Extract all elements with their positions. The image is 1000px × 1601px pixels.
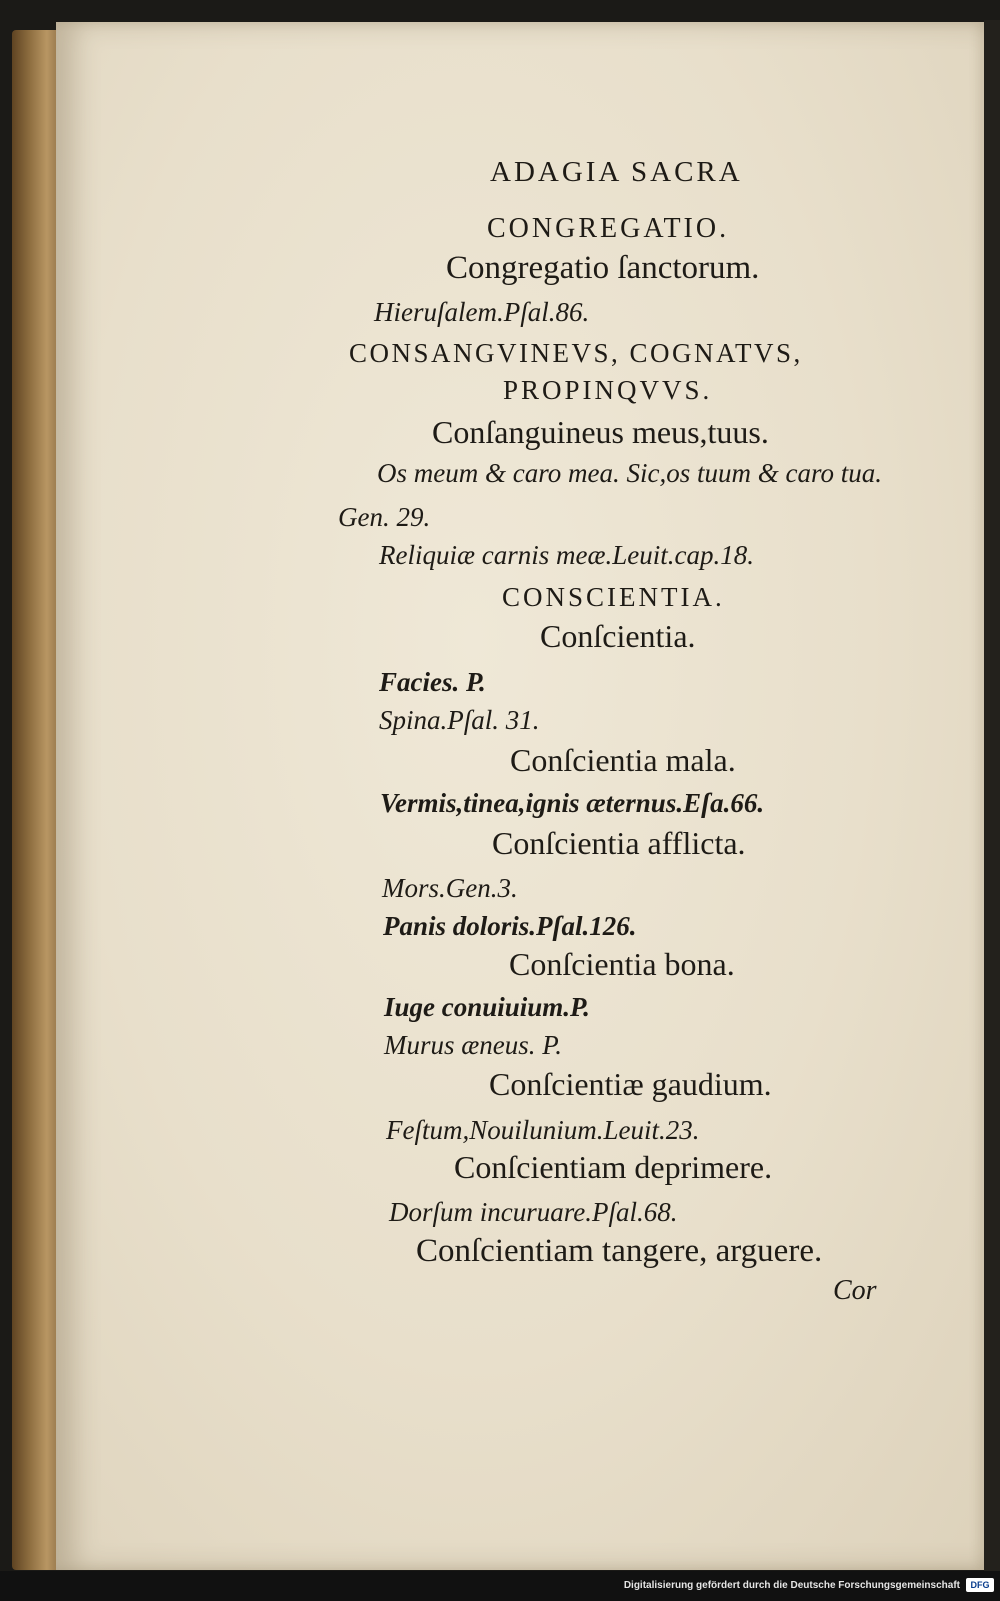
heading-propinquus: PROPINQVVS. xyxy=(503,375,713,405)
running-head: ADAGIA SACRA xyxy=(490,156,743,188)
entry-heading: Conſcientia afflicta. xyxy=(492,825,746,861)
entry-reference: Vermis,tinea,ignis æternus.Eſa.66. xyxy=(380,788,765,818)
heading-conscientia: CONSCIENTIA. xyxy=(502,582,725,612)
entry-reference: Spina.Pſal. 31. xyxy=(379,705,540,735)
entry-reference: Feſtum,Nouilunium.Leuit.23. xyxy=(386,1115,700,1145)
entry-heading: Conſcientia bona. xyxy=(509,946,735,982)
digitization-footer xyxy=(0,1571,1000,1601)
book-page xyxy=(56,22,984,1570)
entry-reference: Iuge conuiuium.P. xyxy=(384,992,590,1022)
entry-heading: Conſcientiæ gaudium. xyxy=(489,1066,772,1102)
entry-reference: Gen. 29. xyxy=(338,502,431,532)
footer-credit: Digitalisierung gefördert durch die Deutsche Forschungsgemeinschaft xyxy=(623,1580,960,1591)
heading-consanguineus: CONSANGVINEVS, COGNATVS, xyxy=(349,338,803,368)
entry-heading: Conſcientiam deprimere. xyxy=(454,1149,773,1185)
dfg-logo-icon: DFG xyxy=(966,1578,994,1592)
entry-reference: Facies. P. xyxy=(379,667,486,697)
entry-reference: Hieruſalem.Pſal.86. xyxy=(374,297,590,327)
entry-reference: Panis doloris.Pſal.126. xyxy=(383,911,637,941)
entry-reference: Murus æneus. P. xyxy=(384,1030,563,1060)
entry-reference: Dorſum incuruare.Pſal.68. xyxy=(389,1197,678,1227)
entry-heading: Congregatio ſanctorum. xyxy=(446,250,760,286)
entry-reference: Reliquiæ carnis meæ.Leuit.cap.18. xyxy=(379,540,754,570)
entry-heading: Conſanguineus meus,tuus. xyxy=(432,414,769,450)
heading-congregatio: CONGREGATIO. xyxy=(487,213,730,244)
entry-heading: Conſcientia. xyxy=(540,618,696,654)
entry-reference: Os meum & caro mea. Sic,os tuum & caro tua. xyxy=(377,458,882,488)
catchword: Cor xyxy=(833,1275,877,1306)
entry-heading: Conſcientia mala. xyxy=(510,742,736,778)
scan-edge xyxy=(984,20,1000,1580)
entry-reference: Mors.Gen.3. xyxy=(382,873,518,903)
entry-heading: Conſcientiam tangere, arguere. xyxy=(416,1233,823,1269)
